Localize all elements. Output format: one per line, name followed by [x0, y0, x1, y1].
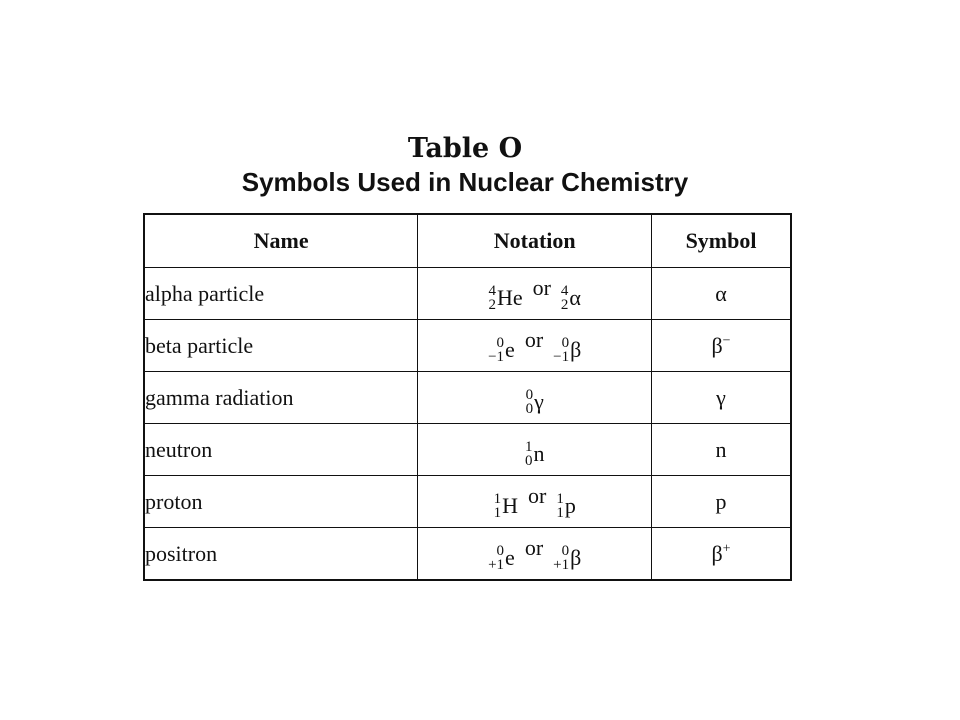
- mass-number: 1: [524, 439, 533, 455]
- particle-name: gamma radiation: [144, 372, 418, 424]
- mass-number: 0: [561, 335, 570, 351]
- nuclide-base: n: [533, 441, 545, 466]
- nuclide-scripts: [526, 388, 534, 416]
- mass-number: 4: [560, 283, 569, 299]
- or-connector: or: [532, 275, 551, 300]
- nuclide-notation: [553, 544, 581, 572]
- symbol-cell: [652, 268, 791, 320]
- symbol-charge: −: [722, 333, 731, 349]
- nuclide-base: He: [496, 285, 523, 310]
- atomic-number: 0: [525, 401, 534, 417]
- atomic-number: −1: [553, 349, 570, 365]
- mass-number: 0: [496, 335, 505, 351]
- atomic-number: +1: [488, 557, 505, 573]
- notation-cell: [418, 372, 652, 424]
- nuclide-notation: [561, 284, 581, 312]
- header-row: [144, 214, 791, 268]
- table-body: [144, 268, 791, 581]
- symbol-cell: [652, 476, 791, 528]
- notation-cell: [418, 424, 652, 476]
- particle-name: neutron: [144, 424, 418, 476]
- atomic-number: +1: [553, 557, 570, 573]
- atomic-number: −1: [488, 349, 505, 365]
- table-row: [144, 528, 791, 581]
- notation-cell: [418, 320, 652, 372]
- particle-symbol: α: [715, 280, 727, 306]
- nuclide-scripts: [488, 544, 504, 572]
- nuclide-notation: [553, 336, 581, 364]
- nuclide-notation: [526, 388, 544, 416]
- nuclide-scripts: [561, 284, 569, 312]
- mass-number: 4: [488, 283, 496, 299]
- mass-number: 1: [556, 491, 564, 507]
- mass-number: 1: [493, 491, 502, 507]
- table-row: [144, 476, 791, 528]
- particle-symbol: β: [711, 332, 723, 358]
- table-row: [144, 268, 791, 320]
- symbol-cell: [652, 372, 791, 424]
- nuclide-base: α: [569, 285, 581, 310]
- table-row: [144, 320, 791, 372]
- particle-symbol: p: [715, 488, 727, 514]
- column-header-notation: Notation: [418, 214, 652, 268]
- nuclide-scripts: [553, 336, 569, 364]
- mass-number: 0: [561, 543, 570, 559]
- atomic-number: 2: [488, 297, 496, 313]
- nuclide-notation: [488, 336, 515, 364]
- nuclide-notation: [488, 544, 515, 572]
- column-header-name: Name: [144, 214, 418, 268]
- particle-symbol: γ: [716, 384, 726, 410]
- table-subtitle: Symbols Used in Nuclear Chemistry: [241, 167, 689, 197]
- or-connector: or: [527, 483, 547, 508]
- symbol-cell: [652, 528, 791, 581]
- mass-number: 0: [496, 543, 505, 559]
- nuclide-scripts: [556, 492, 564, 520]
- nuclide-base: β: [570, 337, 582, 362]
- nuclide-base: γ: [534, 389, 544, 414]
- particle-name: proton: [144, 476, 418, 528]
- nuclide-base: β: [570, 545, 582, 570]
- symbol-cell: [652, 320, 791, 372]
- atomic-number: 1: [556, 505, 564, 521]
- table-row: [144, 424, 791, 476]
- atomic-number: 2: [560, 297, 569, 313]
- nuclide-scripts: [525, 440, 533, 468]
- or-connector: or: [524, 327, 544, 352]
- nuclide-base: e: [505, 545, 515, 570]
- nuclide-base: p: [564, 493, 576, 518]
- nuclide-base: H: [502, 493, 518, 518]
- or-connector: or: [524, 535, 544, 560]
- particle-name: alpha particle: [144, 268, 418, 320]
- nuclide-notation: [525, 440, 545, 468]
- atomic-number: 0: [524, 453, 533, 469]
- particle-name: positron: [144, 528, 418, 581]
- column-header-symbol: Symbol: [652, 214, 791, 268]
- nuclide-scripts: [488, 284, 496, 312]
- notation-cell: [418, 476, 652, 528]
- table-title: Table O: [407, 133, 523, 164]
- notation-cell: [418, 528, 652, 581]
- particle-name: beta particle: [144, 320, 418, 372]
- nuclide-scripts: [494, 492, 502, 520]
- nuclide-scripts: [553, 544, 569, 572]
- mass-number: 0: [525, 387, 534, 403]
- nuclide-notation: [556, 492, 576, 520]
- nuclide-notation: [488, 284, 522, 312]
- particle-symbol: β: [711, 540, 723, 566]
- atomic-number: 1: [493, 505, 502, 521]
- particle-symbol: n: [715, 436, 727, 462]
- symbol-cell: [652, 424, 791, 476]
- nuclear-symbols-table: [143, 213, 792, 581]
- nuclide-base: e: [505, 337, 515, 362]
- symbol-charge: +: [722, 541, 731, 557]
- notation-cell: [418, 268, 652, 320]
- nuclide-scripts: [488, 336, 504, 364]
- nuclide-notation: [494, 492, 518, 520]
- table-header: [144, 214, 791, 268]
- table-row: [144, 372, 791, 424]
